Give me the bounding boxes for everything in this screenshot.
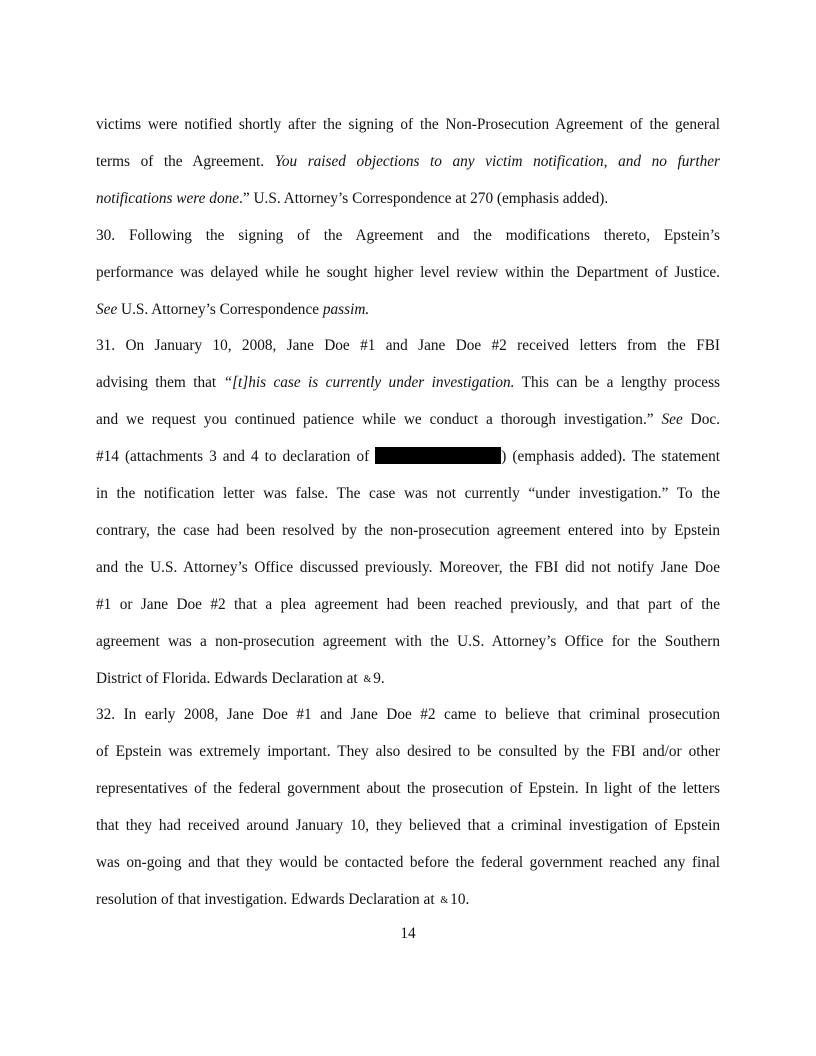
text-line <box>96 742 720 762</box>
redaction-box <box>375 447 501 464</box>
text-segment: that they had received around January 10, they believed that a criminal investigation of Epstein <box>96 817 720 835</box>
text-segment: in the notification letter was false. The case was not currently “under investigation.” To the <box>96 485 720 502</box>
italic-text: “[t]his case is currently under investigation. <box>223 374 515 392</box>
text-line <box>96 263 720 283</box>
text-segment: District of Florida. Edwards Declaration at <box>96 669 362 687</box>
text-segment: ) (emphasis added). The statement <box>501 448 720 466</box>
text-segment: was on-going and that they would be contacted before the federal government reached any final <box>96 854 720 871</box>
text-segment: #1 or Jane Doe #2 that a plea agreement had been reached previously, and that part of the <box>96 595 720 613</box>
text-line <box>96 226 720 246</box>
text-segment: and the U.S. Attorney’s Office discussed previously. Moreover, the FBI did not notify Jane Doe <box>96 558 720 576</box>
text-line <box>96 152 720 172</box>
text-line <box>96 484 720 504</box>
text-segment: and we request you continued patience while we conduct a thorough investigation.” <box>96 411 662 429</box>
text-segment: agreement was a non-prosecution agreement with the U.S. Attorney’s Office for the Southern <box>96 632 720 650</box>
text-segment: victims were notified shortly after the signing of the Non-Prosecution Agreement of the general <box>96 116 720 133</box>
text-segment: 31. On January 10, 2008, Jane Doe #1 and Jane Doe #2 received letters from the FBI <box>96 337 720 355</box>
text-line <box>96 189 720 209</box>
text-segment: representatives of the federal government about the prosecution of Epstein. In light of the letters <box>96 780 720 798</box>
text-segment: #14 (attachments 3 and 4 to declaration of <box>96 448 376 466</box>
text-line <box>96 410 720 430</box>
text-segment: 9. <box>373 669 385 687</box>
text-segment: 30. Following the signing of the Agreement and the modifications thereto, Epstein’s <box>96 226 720 244</box>
paragraph-mark: & <box>440 894 449 906</box>
text-segment: .” U.S. Attorney’s Correspondence at 270 (emphasis added). <box>239 189 609 207</box>
text-line <box>96 336 720 356</box>
text-line <box>96 890 720 910</box>
text-segment: terms of the Agreement. <box>96 152 275 170</box>
text-segment: U.S. Attorney’s Correspondence <box>117 300 323 318</box>
text-line <box>96 373 720 393</box>
text-line <box>96 558 720 578</box>
text-line <box>96 669 720 689</box>
text-line <box>96 816 720 836</box>
text-segment: performance was delayed while he sought higher level review within the Department of Justice. <box>96 263 720 281</box>
text-segment: Doc. <box>682 411 720 429</box>
text-segment: 10. <box>450 890 470 908</box>
italic-text: You raised objections to any victim notification, and no further <box>274 152 720 170</box>
page-number: 14 <box>400 925 416 942</box>
italic-text: See <box>661 411 683 429</box>
text-line <box>96 447 720 467</box>
text-line <box>96 115 720 135</box>
text-line <box>96 595 720 615</box>
italic-text: notifications were done <box>96 189 240 207</box>
text-line <box>96 853 720 873</box>
italic-text: See <box>96 300 118 318</box>
text-segment: resolution of that investigation. Edwards Declaration at <box>96 890 439 908</box>
text-segment: 32. In early 2008, Jane Doe #1 and Jane Doe #2 came to believe that criminal prosecution <box>96 706 720 724</box>
text-segment: contrary, the case had been resolved by the non-prosecution agreement entered into by Epstein <box>96 521 720 539</box>
italic-text: passim. <box>322 300 370 318</box>
paragraph-mark: & <box>363 673 372 685</box>
text-line <box>96 632 720 652</box>
text-segment: This can be a lengthy process <box>514 374 720 392</box>
text-line <box>96 779 720 799</box>
text-segment: of Epstein was extremely important. They also desired to be consulted by the FBI and/or other <box>96 743 720 761</box>
text-line <box>96 521 720 541</box>
text-line <box>96 300 720 320</box>
text-segment: advising them that <box>96 374 224 392</box>
text-line <box>96 705 720 725</box>
